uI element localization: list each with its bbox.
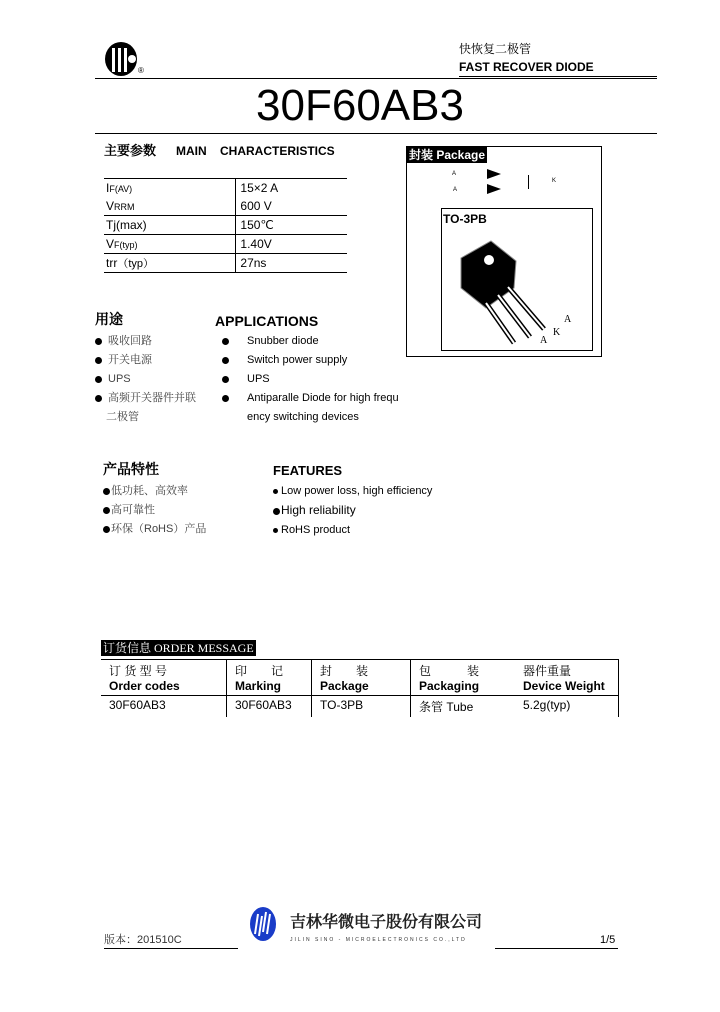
registered-mark: ® [138,66,144,75]
list-item: UPS [222,370,399,389]
list-item: Low power loss, high efficiency [273,482,432,501]
cathode-bar [528,175,529,189]
divider [104,948,238,949]
company-logo [248,906,278,947]
part-number: 30F60AB3 [256,81,464,130]
lead-label: K [553,327,561,338]
header-en: Device Weight [523,679,605,693]
features-heading-cn: 产品特性 [103,461,159,477]
diode-symbol-icon [487,169,501,179]
table-header-row [101,660,619,696]
symbol: Tj(max) [106,218,147,232]
divider [95,78,657,79]
list-item: Antiparalle Diode for high frequ [222,389,399,408]
package-box [406,146,602,357]
order-code: 30F60AB3 [109,698,166,712]
table-row [104,235,347,254]
list-item: UPS [95,370,196,389]
packaging: 条管 Tube [411,696,516,718]
table-row [104,179,347,198]
list-item: 高可靠性 [103,501,206,520]
pin-label-k: K [552,178,557,184]
device-weight: 5.2g(typ) [523,698,571,712]
list-item: Snubber diode [222,332,399,351]
features-list-en [273,482,432,540]
symbol: trr [106,256,118,270]
list-item: 环保（RoHS）产品 [103,520,206,539]
lead-label: A [564,314,572,325]
company-logo [104,42,148,83]
list-item: Switch power supply [222,351,399,370]
applications-heading-cn: 用途 [95,311,123,327]
order-table [101,659,619,717]
company-name-en: JILIN SINO - MICROELECTRONICS CO.,LTD [290,937,467,943]
symbol-sub: （typ） [117,258,155,270]
package: TO-3PB [312,696,411,718]
diode-symbol-icon [487,184,501,194]
package-heading: 封装 Package [409,148,486,162]
header-cn: 印 记 [235,664,284,678]
symbol: I [106,181,110,195]
header-en: Order codes [109,679,180,693]
characteristics-table [104,178,347,273]
value: 27ns [236,254,347,273]
header-en: Package [320,679,369,693]
title-en: FAST RECOVER DIODE [459,60,594,74]
applications-list-cn [95,332,196,427]
divider [95,133,657,134]
page-number: 1/5 [600,934,616,946]
symbol: V [106,237,115,251]
marking: 30F60AB3 [227,696,312,718]
header-cn: 包 装 [419,664,480,678]
table-row [101,696,619,718]
divider [495,948,618,949]
pin-label-a1: A [452,171,457,177]
header-en: Packaging [419,679,480,693]
list-item: 开关电源 [95,351,196,370]
divider [459,76,657,77]
applications-heading-en: APPLICATIONS [215,313,319,329]
header-cn: 订 货 型 号 [109,664,168,678]
order-heading: 订货信息 ORDER MESSAGE [103,641,254,655]
value: 1.40V [236,235,347,254]
symbol-sub: F(AV) [109,184,133,194]
company-name-cn: 吉林华微电子股份有限公司 [290,914,483,931]
table-row [104,216,347,235]
value: 150℃ [236,216,347,235]
header-cn: 器件重量 [523,664,572,678]
to3pb-package-icon [456,233,586,348]
list-item: High reliability [273,501,432,521]
symbol-sub: RRM [114,202,135,212]
value: 600 V [236,197,347,216]
header-en: Marking [235,679,282,693]
main-char-heading-en: MAIN CHARACTERISTICS [176,144,335,158]
symbol-sub: F(typ) [114,240,138,250]
table-row [104,254,347,273]
version: 版本：201510C [104,934,182,946]
main-char-heading-cn: 主要参数 [104,143,157,158]
title-cn: 快恢复二极管 [459,42,532,56]
package-name: TO-3PB [443,212,487,226]
list-item: 低功耗、高效率 [103,482,206,501]
list-item: 高频开关器件并联 [95,389,196,408]
features-heading-en: FEATURES [273,463,343,478]
list-item: 二极管 [106,411,139,423]
list-item: ency switching devices [247,411,359,423]
applications-list-en [222,332,399,427]
symbol: V [106,199,115,213]
package-drawing-box [441,208,593,351]
list-item: 吸收回路 [95,332,196,351]
pin-label-a2: A [453,187,458,193]
lead-label: A [540,335,548,346]
table-row [104,197,347,216]
value: 15×2 A [236,179,347,198]
features-list-cn [103,482,206,539]
header-cn: 封 装 [320,664,369,678]
list-item: RoHS product [273,521,432,540]
